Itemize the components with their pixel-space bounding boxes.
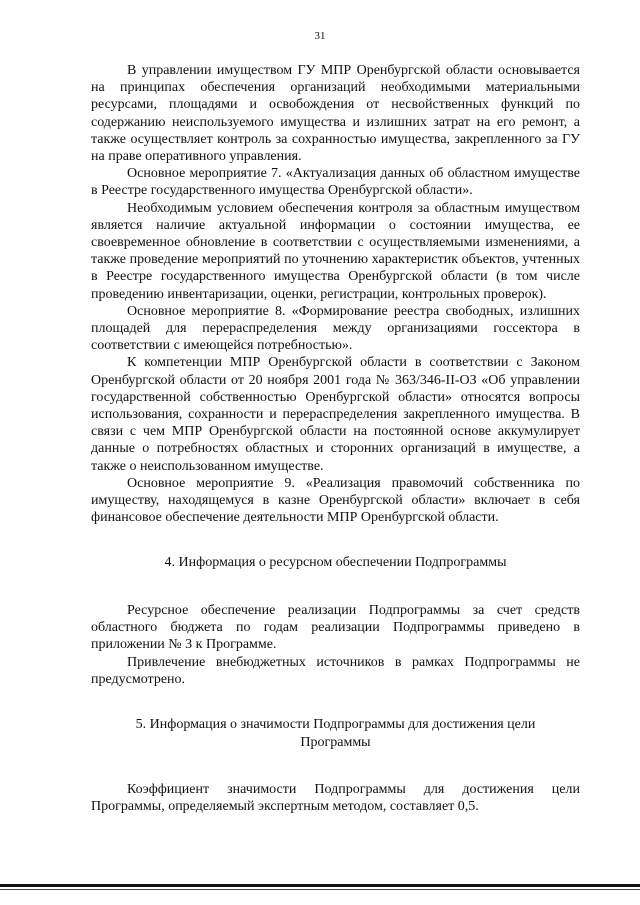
paragraph-measure-8: Основное мероприятие 8. «Формирование реестра свободных, излишних площадей для перераспределения между организациями госсектора в соответствии с имеющейся потребностью». [91, 303, 580, 354]
paragraph-competence: К компетенции МПР Оренбургской области в соответствии с Законом Оренбургской области от 20 ноября 2001 года № 363/346-II-ОЗ «Об управлении государственной собственностью Оренбургской области» относятся вопросы использования, сохранности и перераспределения закрепленного имущества. В связи с чем МПР Оренбургской области на постоянной основе аккумулирует данные о потребностях областных и сторонних организаций в имуществе, а также о неиспользованном имуществе. [91, 355, 580, 474]
bottom-border-line [0, 884, 640, 887]
section-5-heading [91, 716, 580, 751]
paragraph-resource-support: Ресурсное обеспечение реализации Подпрограммы за счет средств областного бюджета по годам реализации Подпрограммы приведено в приложении № 3 к Программе. [91, 602, 580, 653]
paragraph-extrabudgetary: Привлечение внебюджетных источников в рамках Подпрограммы не предусмотрено. [91, 654, 580, 687]
section-4-heading: 4. Информация о ресурсном обеспечении Подпрограммы [164, 555, 507, 571]
paragraph-measure-7: Основное мероприятие 7. «Актуализация данных об областном имуществе в Реестре государственного имущества Оренбургской области». [91, 166, 580, 199]
section-5-heading-line-1: 5. Информация о значимости Подпрограммы для достижения цели [135, 717, 536, 732]
document-body [91, 62, 580, 815]
paragraph-property-management: В управлении имуществом ГУ МПР Оренбургской области основывается на принципах обеспечения организаций необходимыми материальными ресурсами, площадями и освобождения от несвойственных функций по содержанию неиспользуемого имущества и излишних затрат на его ремонт, а также осуществляет контроль за сохранностью имущества, закрепленного за ГУ на праве оперативного управления. [91, 63, 580, 165]
bottom-border-line-thin [0, 889, 640, 890]
section-5-heading-line-2: Программы [300, 734, 371, 750]
paragraph-significance: Коэффициент значимости Подпрограммы для достижения цели Программы, определяемый экспертным методом, составляет 0,5. [91, 782, 580, 815]
paragraph-control-condition: Необходимым условием обеспечения контроля за областным имуществом является наличие актуальной информации о состоянии имущества, ее своевременное обновление в соответствии с осуществляемыми изменениями, а также проведение мероприятий по уточнению характеристик объектов, учтенных в Реестре государственного имущества Оренбургской области (в том числе проведению инвентаризации, оценки, регистрации, контрольных проверок). [91, 200, 580, 302]
paragraph-measure-9: Основное мероприятие 9. «Реализация правомочий собственника по имуществу, находящемуся в казне Оренбургской области» включает в себя финансовое обеспечение деятельности МПР Оренбургской области. [91, 475, 580, 526]
page-number: 31 [314, 30, 326, 42]
